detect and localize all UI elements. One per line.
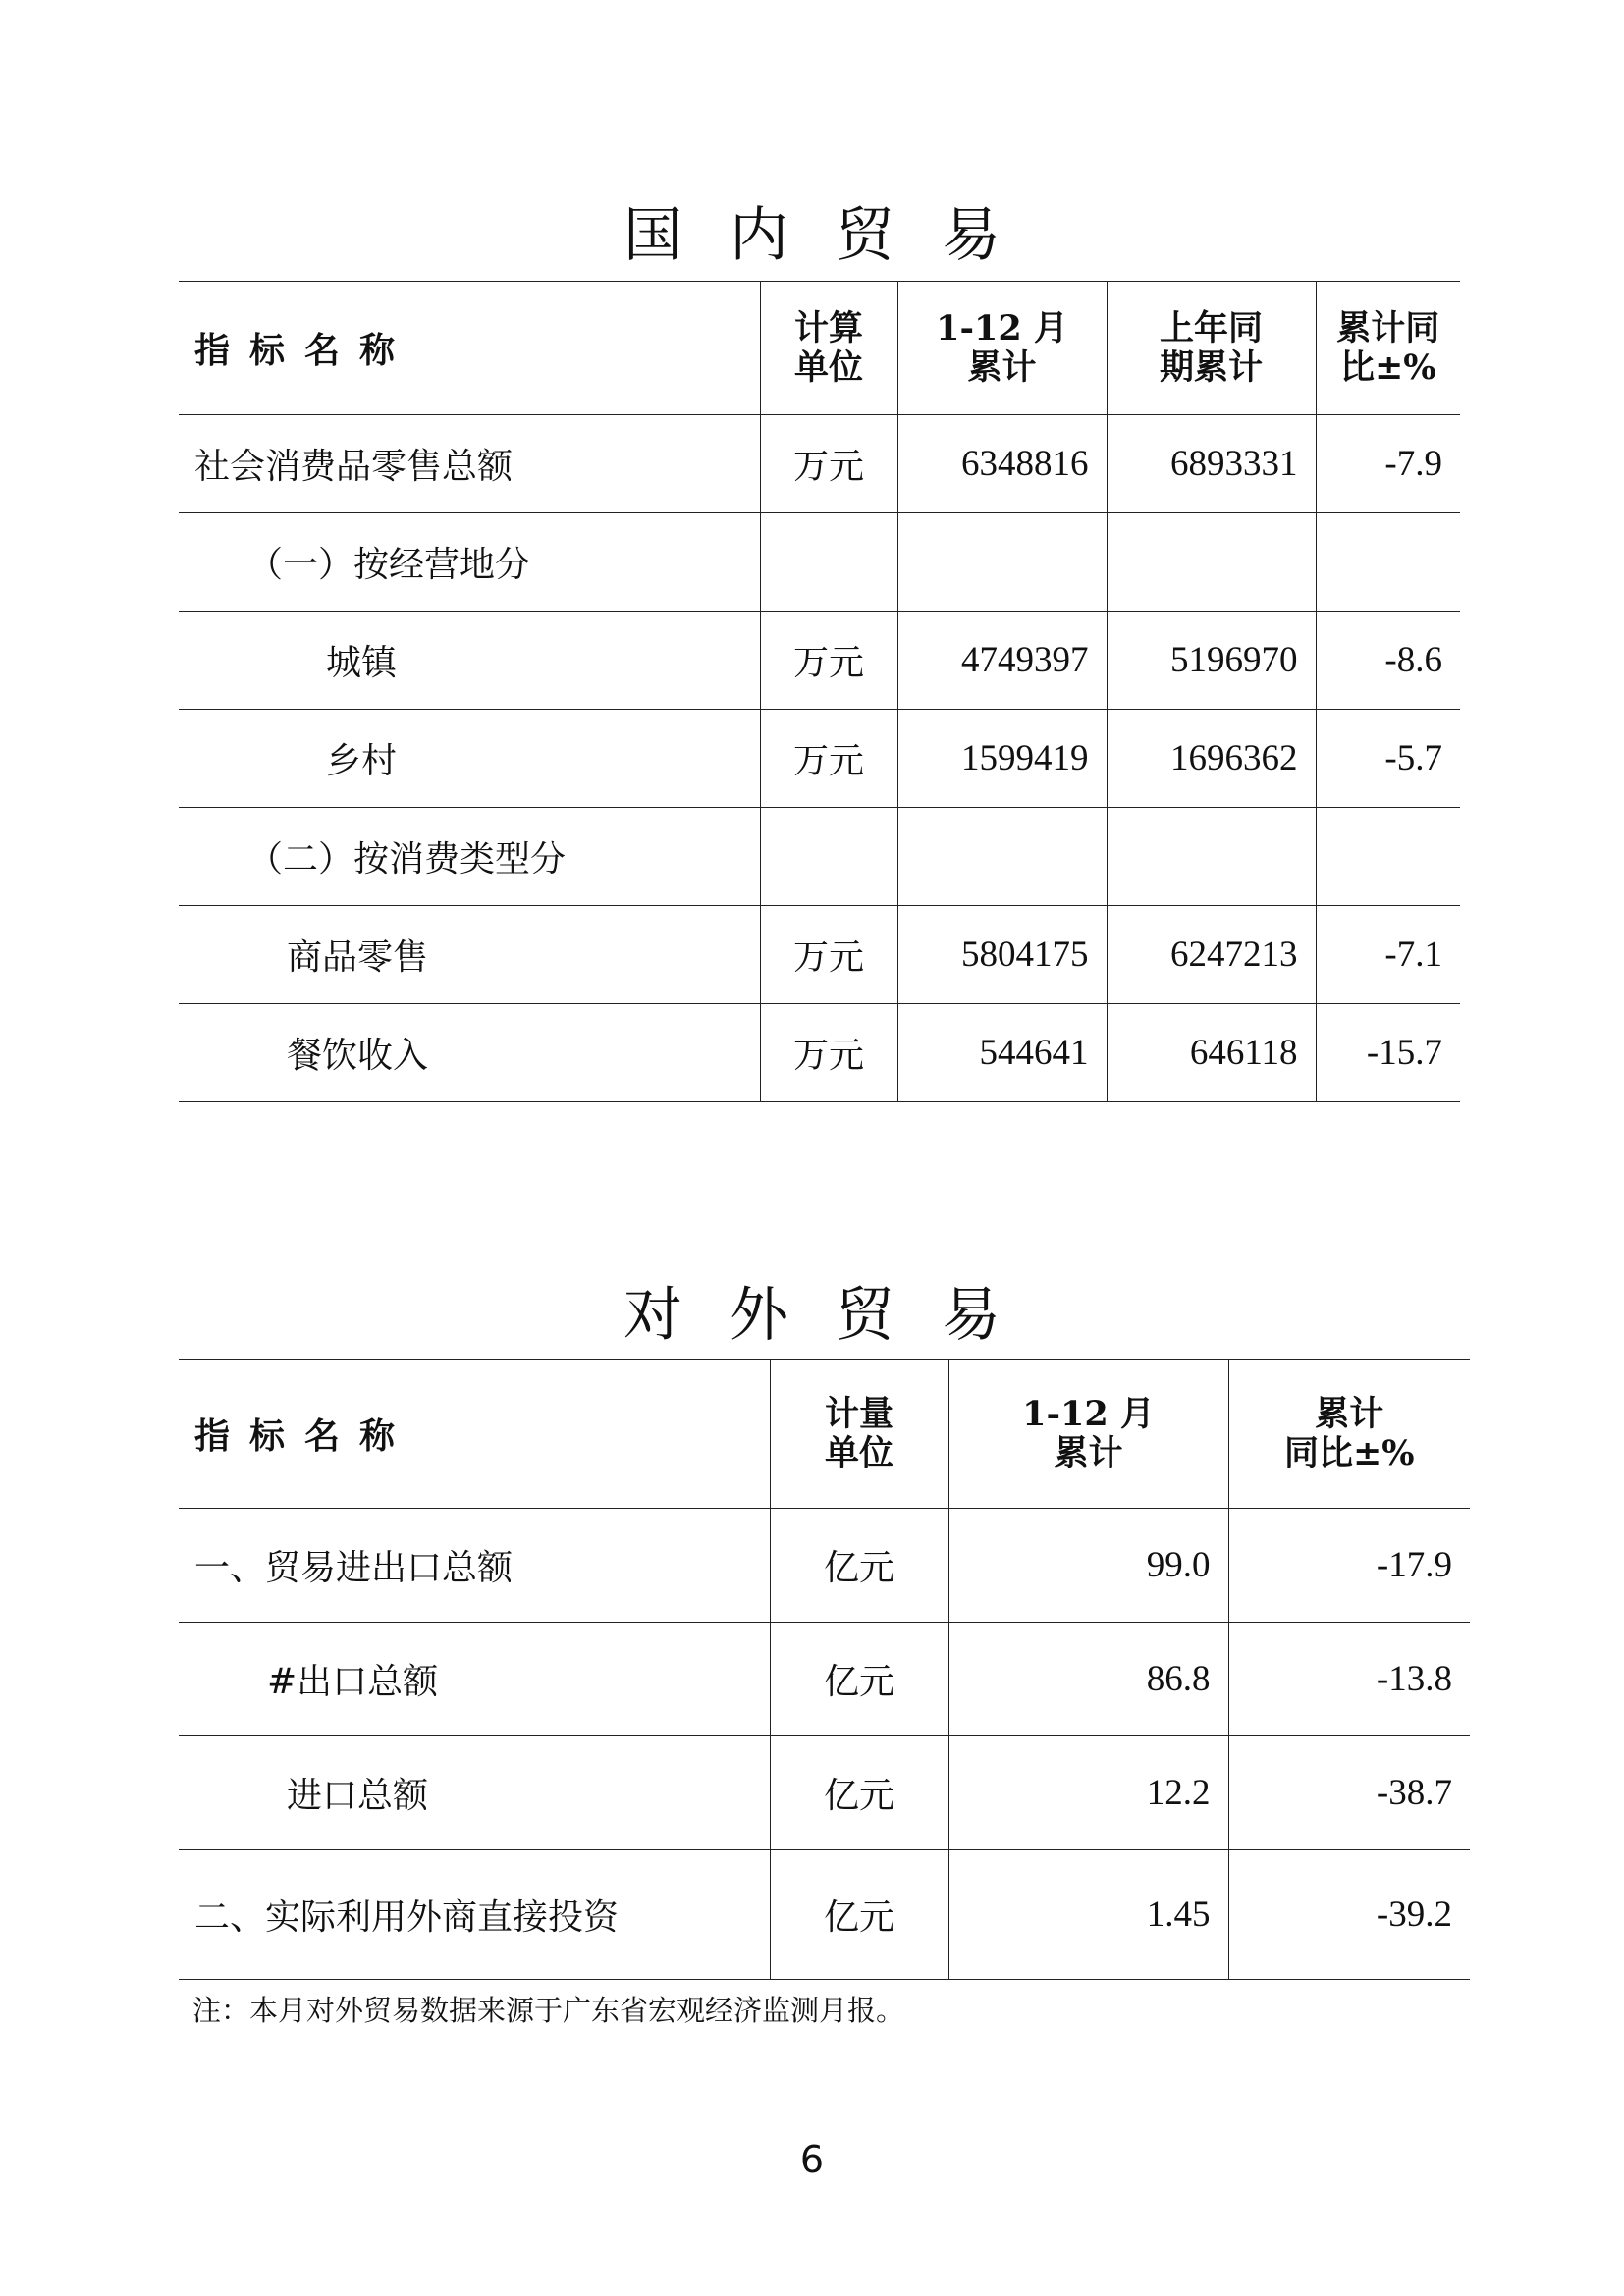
row-current: 1.45 bbox=[948, 1850, 1228, 1980]
row-yoy: -7.1 bbox=[1316, 906, 1460, 1004]
row-last-year: 646118 bbox=[1107, 1004, 1316, 1102]
row-yoy: -5.7 bbox=[1316, 710, 1460, 808]
row-unit: 万元 bbox=[760, 1004, 897, 1102]
row-yoy: -13.8 bbox=[1228, 1623, 1470, 1736]
row-unit: 万元 bbox=[760, 415, 897, 513]
row-current: 544641 bbox=[897, 1004, 1107, 1102]
table-row bbox=[179, 612, 1460, 710]
header-yoy: 累计同 比±% bbox=[1316, 282, 1460, 415]
row-name: 餐饮收入 bbox=[179, 1004, 760, 1102]
table-row bbox=[179, 1736, 1470, 1850]
row-name: 一、贸易进出口总额 bbox=[179, 1509, 770, 1623]
row-unit: 亿元 bbox=[770, 1736, 948, 1850]
foreign-trade-title: 对外贸易 bbox=[623, 1281, 1048, 1350]
row-current: 99.0 bbox=[948, 1509, 1228, 1623]
row-name: 乡村 bbox=[179, 710, 760, 808]
row-yoy bbox=[1316, 808, 1460, 906]
row-unit: 亿元 bbox=[770, 1623, 948, 1736]
row-last-year bbox=[1107, 808, 1316, 906]
header-yoy: 累计 同比±% bbox=[1228, 1360, 1470, 1509]
row-name: 社会消费品零售总额 bbox=[179, 415, 760, 513]
row-yoy bbox=[1316, 513, 1460, 612]
header-unit: 计量 单位 bbox=[770, 1360, 948, 1509]
row-current bbox=[897, 513, 1107, 612]
table-row bbox=[179, 1509, 1470, 1623]
row-last-year bbox=[1107, 513, 1316, 612]
table-row bbox=[179, 710, 1460, 808]
row-yoy: -38.7 bbox=[1228, 1736, 1470, 1850]
row-current: 4749397 bbox=[897, 612, 1107, 710]
header-current: 1-12 月 累计 bbox=[948, 1360, 1228, 1509]
row-last-year: 5196970 bbox=[1107, 612, 1316, 710]
domestic-trade-title: 国内贸易 bbox=[623, 201, 1048, 270]
row-name: 城镇 bbox=[179, 612, 760, 710]
row-name: 二、实际利用外商直接投资 bbox=[179, 1850, 770, 1980]
row-current bbox=[897, 808, 1107, 906]
row-name: #出口总额 bbox=[179, 1623, 770, 1736]
row-yoy: -15.7 bbox=[1316, 1004, 1460, 1102]
row-current: 5804175 bbox=[897, 906, 1107, 1004]
row-name: 商品零售 bbox=[179, 906, 760, 1004]
row-unit bbox=[760, 513, 897, 612]
table-row bbox=[179, 906, 1460, 1004]
row-current: 1599419 bbox=[897, 710, 1107, 808]
header-name: 指标名称 bbox=[179, 1360, 770, 1509]
row-unit: 亿元 bbox=[770, 1509, 948, 1623]
row-yoy: -39.2 bbox=[1228, 1850, 1470, 1980]
table-row bbox=[179, 513, 1460, 612]
table-row bbox=[179, 1004, 1460, 1102]
row-yoy: -8.6 bbox=[1316, 612, 1460, 710]
row-last-year: 1696362 bbox=[1107, 710, 1316, 808]
row-name: （二）按消费类型分 bbox=[179, 808, 760, 906]
row-unit: 万元 bbox=[760, 906, 897, 1004]
table-header-row bbox=[179, 1360, 1470, 1509]
row-current: 6348816 bbox=[897, 415, 1107, 513]
row-unit bbox=[760, 808, 897, 906]
header-unit: 计算 单位 bbox=[760, 282, 897, 415]
source-note: 注：本月对外贸易数据来源于广东省宏观经济监测月报。 bbox=[192, 1994, 905, 2027]
header-current: 1-12 月 累计 bbox=[897, 282, 1107, 415]
table-row bbox=[179, 1623, 1470, 1736]
domestic-trade-table bbox=[179, 281, 1460, 1102]
row-yoy: -17.9 bbox=[1228, 1509, 1470, 1623]
row-name: （一）按经营地分 bbox=[179, 513, 760, 612]
row-unit: 亿元 bbox=[770, 1850, 948, 1980]
row-current: 86.8 bbox=[948, 1623, 1228, 1736]
row-yoy: -7.9 bbox=[1316, 415, 1460, 513]
table-row bbox=[179, 808, 1460, 906]
row-current: 12.2 bbox=[948, 1736, 1228, 1850]
table-row bbox=[179, 415, 1460, 513]
header-last-year: 上年同 期累计 bbox=[1107, 282, 1316, 415]
foreign-trade-table bbox=[179, 1359, 1470, 1980]
header-name: 指标名称 bbox=[179, 282, 760, 415]
row-last-year: 6247213 bbox=[1107, 906, 1316, 1004]
row-unit: 万元 bbox=[760, 612, 897, 710]
row-last-year: 6893331 bbox=[1107, 415, 1316, 513]
table-header-row bbox=[179, 282, 1460, 415]
row-name: 进口总额 bbox=[179, 1736, 770, 1850]
table-row bbox=[179, 1850, 1470, 1980]
row-unit: 万元 bbox=[760, 710, 897, 808]
page-number: 6 bbox=[799, 2138, 825, 2181]
